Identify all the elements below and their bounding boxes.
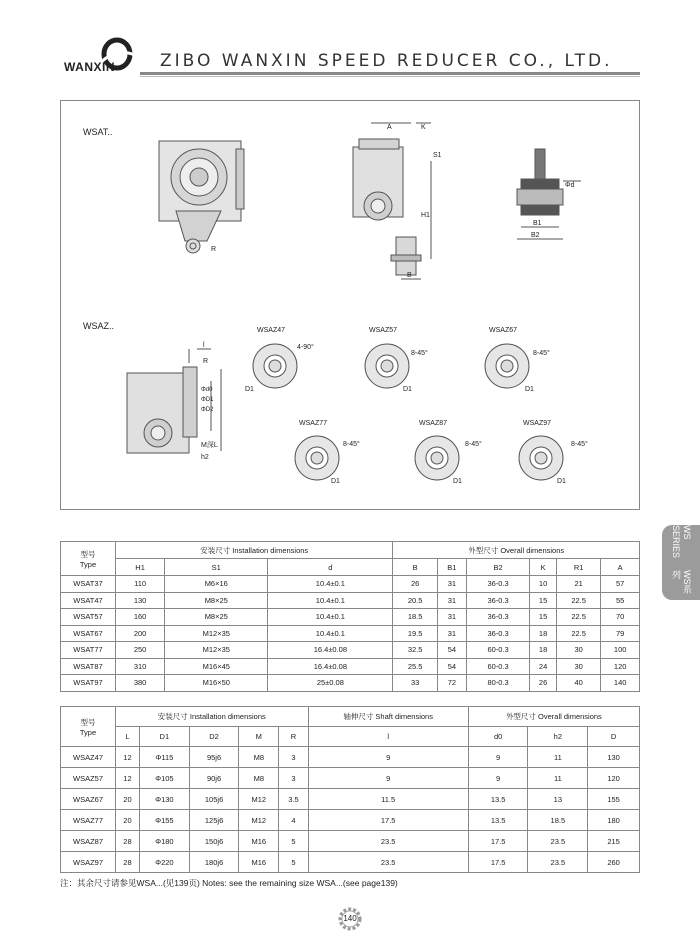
column-header: D [588, 727, 640, 747]
page-number-badge [337, 906, 363, 932]
value-cell: 180 [588, 810, 640, 831]
value-cell: 150j6 [189, 831, 239, 852]
side-tab-line2: WS系列 [671, 570, 692, 594]
type-cell: WSAT67 [61, 625, 116, 642]
value-cell: 250 [116, 642, 165, 659]
value-cell: 20.5 [393, 592, 437, 609]
flange-angle: 8-45° [343, 441, 360, 448]
value-cell: 13 [528, 789, 588, 810]
type-cell: WSAT97 [61, 675, 116, 692]
value-cell: 110 [116, 576, 165, 593]
value-cell: 18 [530, 642, 557, 659]
value-cell: 21 [556, 576, 600, 593]
value-cell: 54 [437, 642, 466, 659]
value-cell: 10.4±0.1 [268, 609, 393, 626]
value-cell: M16×45 [165, 658, 268, 675]
flange-d1: D1 [403, 386, 412, 393]
value-cell: 11 [528, 768, 588, 789]
value-cell: 10 [530, 576, 557, 593]
value-cell: 31 [437, 609, 466, 626]
dim-l: l [203, 342, 205, 349]
value-cell: 5 [279, 852, 308, 873]
value-cell: 19.5 [393, 625, 437, 642]
value-cell: 55 [601, 592, 640, 609]
value-cell: M12×35 [165, 625, 268, 642]
wsat-label: WSAT.. [83, 127, 113, 137]
value-cell: 25±0.08 [268, 675, 393, 692]
header-rule-thin [140, 76, 640, 77]
dim-d2: ΦD2 [201, 407, 214, 413]
value-cell: 9 [308, 768, 468, 789]
dim-d: Φd [565, 182, 575, 189]
value-cell: 18 [530, 625, 557, 642]
value-cell: M8×25 [165, 592, 268, 609]
column-header: R [279, 727, 308, 747]
value-cell: 180j6 [189, 852, 239, 873]
value-cell: 16.4±0.08 [268, 642, 393, 659]
value-cell: 100 [601, 642, 640, 659]
dim-r: R [211, 246, 217, 253]
value-cell: 26 [530, 675, 557, 692]
page-number: 140 [343, 914, 357, 923]
flange-d1: D1 [453, 478, 462, 485]
value-cell: 120 [601, 658, 640, 675]
flange-d1: D1 [525, 386, 534, 393]
type-cell: WSAZ47 [61, 747, 116, 768]
type-cell: WSAT47 [61, 592, 116, 609]
value-cell: 18.5 [393, 609, 437, 626]
type-cell: WSAZ67 [61, 789, 116, 810]
value-cell: 31 [437, 625, 466, 642]
value-cell: 36-0.3 [466, 625, 529, 642]
table-row [61, 747, 640, 768]
value-cell: 16.4±0.08 [268, 658, 393, 675]
value-cell: 28 [116, 831, 140, 852]
wsat-bushing-detail [517, 149, 581, 239]
table-row [61, 576, 640, 593]
value-cell: M12 [239, 789, 279, 810]
column-header: R1 [556, 559, 600, 576]
value-cell: 80-0.3 [466, 675, 529, 692]
flange-title: WSAZ67 [489, 327, 518, 334]
value-cell: 105j6 [189, 789, 239, 810]
column-header: d [268, 559, 393, 576]
value-cell: 9 [468, 747, 528, 768]
wsat-dimension-table [60, 541, 640, 692]
column-header: M [239, 727, 279, 747]
value-cell: 31 [437, 592, 466, 609]
table-row [61, 810, 640, 831]
value-cell: Φ130 [139, 789, 189, 810]
value-cell: 72 [437, 675, 466, 692]
value-cell: 31 [437, 576, 466, 593]
value-cell: 20 [116, 789, 140, 810]
value-cell: 24 [530, 658, 557, 675]
value-cell: 23.5 [308, 831, 468, 852]
ws-series-tab [662, 525, 700, 600]
value-cell: 4 [279, 810, 308, 831]
column-header: H1 [116, 559, 165, 576]
wsat-front-view [159, 141, 244, 253]
flange-wsaz87 [415, 436, 459, 480]
value-cell: M16×50 [165, 675, 268, 692]
value-cell: 40 [556, 675, 600, 692]
value-cell: 95j6 [189, 747, 239, 768]
table-row [61, 658, 640, 675]
type-cell: WSAT57 [61, 609, 116, 626]
type-cell: WSAZ87 [61, 831, 116, 852]
value-cell: 140 [601, 675, 640, 692]
value-cell: M12 [239, 810, 279, 831]
flange-title: WSAZ57 [369, 327, 398, 334]
flange-angle: 8-45° [571, 441, 588, 448]
flange-wsaz77 [295, 436, 339, 480]
type-cell: WSAZ77 [61, 810, 116, 831]
value-cell: 5 [279, 831, 308, 852]
dim-b: B [407, 272, 412, 279]
table-row [61, 768, 640, 789]
column-header: D1 [139, 727, 189, 747]
value-cell: Φ180 [139, 831, 189, 852]
table-row [61, 592, 640, 609]
value-cell: 23.5 [528, 831, 588, 852]
value-cell: 22.5 [556, 609, 600, 626]
value-cell: Φ220 [139, 852, 189, 873]
value-cell: 3 [279, 768, 308, 789]
value-cell: 17.5 [468, 831, 528, 852]
column-header: L [116, 727, 140, 747]
dim-d0: Φd0 [201, 387, 213, 393]
flange-wsaz97 [519, 436, 563, 480]
wsat-side-view [353, 123, 431, 279]
dim-d1: ΦD1 [201, 397, 214, 403]
dim-s1: S1 [433, 152, 442, 159]
value-cell: 90j6 [189, 768, 239, 789]
technical-drawing [61, 101, 639, 509]
value-cell: M8 [239, 768, 279, 789]
type-cell: WSAT77 [61, 642, 116, 659]
dim-h2: h2 [201, 454, 209, 461]
value-cell: 30 [556, 658, 600, 675]
logo-text: WANXIN [64, 60, 115, 74]
value-cell: 22.5 [556, 625, 600, 642]
value-cell: 3.5 [279, 789, 308, 810]
value-cell: 15 [530, 609, 557, 626]
flange-title: WSAZ77 [299, 420, 328, 427]
flange-wsaz67 [485, 344, 529, 388]
company-name: ZIBO WANXIN SPEED REDUCER CO., LTD. [160, 51, 613, 71]
table-row [61, 789, 640, 810]
value-cell: 160 [116, 609, 165, 626]
flange-angle: 8-45° [465, 441, 482, 448]
value-cell: 3 [279, 747, 308, 768]
flange-title: WSAZ87 [419, 420, 448, 427]
column-header: B [393, 559, 437, 576]
flange-title: WSAZ47 [257, 327, 286, 334]
value-cell: 310 [116, 658, 165, 675]
flange-wsaz57 [365, 344, 409, 388]
dim-k: K [421, 124, 426, 131]
type-cell: WSAT37 [61, 576, 116, 593]
flange-title: WSAZ97 [523, 420, 552, 427]
flange-angle: 4-90° [297, 344, 314, 351]
value-cell: Φ155 [139, 810, 189, 831]
flange-d1: D1 [557, 478, 566, 485]
value-cell: 215 [588, 831, 640, 852]
value-cell: 79 [601, 625, 640, 642]
flange-angle: 8-45° [411, 350, 428, 357]
value-cell: 155 [588, 789, 640, 810]
value-cell: 57 [601, 576, 640, 593]
column-header: D2 [189, 727, 239, 747]
shaft-header: 轴伸尺寸 Shaft dimensions [308, 707, 468, 727]
value-cell: 9 [468, 768, 528, 789]
value-cell: 36-0.3 [466, 592, 529, 609]
value-cell: Φ115 [139, 747, 189, 768]
value-cell: 54 [437, 658, 466, 675]
overall-header: 外型尺寸 Overall dimensions [393, 542, 640, 559]
value-cell: 120 [588, 768, 640, 789]
value-cell: 36-0.3 [466, 576, 529, 593]
value-cell: 260 [588, 852, 640, 873]
footnote: 注：其余尺寸请参见WSA...(见139页) Notes: see the remaining size WSA...(see page139) [60, 878, 398, 888]
install-header: 安装尺寸 Installation dimensions [116, 707, 309, 727]
dim-m: M深L [201, 442, 218, 449]
column-header: K [530, 559, 557, 576]
value-cell: 36-0.3 [466, 609, 529, 626]
dim-h1: H1 [421, 212, 430, 219]
table-row [61, 852, 640, 873]
type-cell: WSAZ97 [61, 852, 116, 873]
value-cell: 130 [116, 592, 165, 609]
page-header [0, 0, 700, 90]
value-cell: 60-0.3 [466, 658, 529, 675]
flange-d1: D1 [245, 386, 254, 393]
type-cell: WSAZ57 [61, 768, 116, 789]
value-cell: 9 [308, 747, 468, 768]
column-header: l [308, 727, 468, 747]
table-row [61, 609, 640, 626]
value-cell: 13.5 [468, 789, 528, 810]
value-cell: 17.5 [468, 852, 528, 873]
table-row [61, 831, 640, 852]
dim-b2: B2 [531, 232, 540, 239]
value-cell: 22.5 [556, 592, 600, 609]
value-cell: 11.5 [308, 789, 468, 810]
column-header: d0 [468, 727, 528, 747]
value-cell: 60-0.3 [466, 642, 529, 659]
value-cell: 15 [530, 592, 557, 609]
wsaz-dimension-table [60, 706, 640, 873]
overall-header: 外型尺寸 Overall dimensions [468, 707, 639, 727]
value-cell: 32.5 [393, 642, 437, 659]
column-header: B1 [437, 559, 466, 576]
value-cell: 23.5 [308, 852, 468, 873]
value-cell: 23.5 [528, 852, 588, 873]
value-cell: 70 [601, 609, 640, 626]
drawing-area [60, 100, 640, 510]
value-cell: 13.5 [468, 810, 528, 831]
type-header: 型号 Type [61, 542, 116, 576]
side-tab-line1: WS SERIES [671, 525, 692, 559]
value-cell: 20 [116, 810, 140, 831]
value-cell: M8×25 [165, 609, 268, 626]
value-cell: 26 [393, 576, 437, 593]
table-row [61, 625, 640, 642]
column-header: h2 [528, 727, 588, 747]
table-row [61, 642, 640, 659]
value-cell: 28 [116, 852, 140, 873]
value-cell: M8 [239, 747, 279, 768]
dim-r2: R [203, 358, 209, 365]
value-cell: 12 [116, 768, 140, 789]
value-cell: 12 [116, 747, 140, 768]
value-cell: M6×16 [165, 576, 268, 593]
value-cell: 25.5 [393, 658, 437, 675]
column-header: B2 [466, 559, 529, 576]
value-cell: 33 [393, 675, 437, 692]
dim-b1: B1 [533, 220, 542, 227]
value-cell: 125j6 [189, 810, 239, 831]
value-cell: 30 [556, 642, 600, 659]
table-row [61, 675, 640, 692]
dim-a: A [387, 124, 392, 131]
wsaz-label: WSAZ.. [83, 321, 114, 331]
value-cell: 10.4±0.1 [268, 592, 393, 609]
value-cell: M16 [239, 852, 279, 873]
flange-angle: 8-45° [533, 350, 550, 357]
value-cell: M16 [239, 831, 279, 852]
install-header: 安装尺寸 Installation dimensions [116, 542, 393, 559]
value-cell: 10.4±0.1 [268, 625, 393, 642]
column-header: S1 [165, 559, 268, 576]
column-header: A [601, 559, 640, 576]
flange-d1: D1 [331, 478, 340, 485]
type-cell: WSAT87 [61, 658, 116, 675]
value-cell: 200 [116, 625, 165, 642]
value-cell: 17.5 [308, 810, 468, 831]
value-cell: 18.5 [528, 810, 588, 831]
value-cell: 130 [588, 747, 640, 768]
value-cell: 10.4±0.1 [268, 576, 393, 593]
value-cell: Φ105 [139, 768, 189, 789]
value-cell: M12×35 [165, 642, 268, 659]
value-cell: 380 [116, 675, 165, 692]
value-cell: 11 [528, 747, 588, 768]
type-header: 型号 Type [61, 707, 116, 747]
flange-wsaz47 [253, 344, 297, 388]
header-rule [140, 72, 640, 75]
